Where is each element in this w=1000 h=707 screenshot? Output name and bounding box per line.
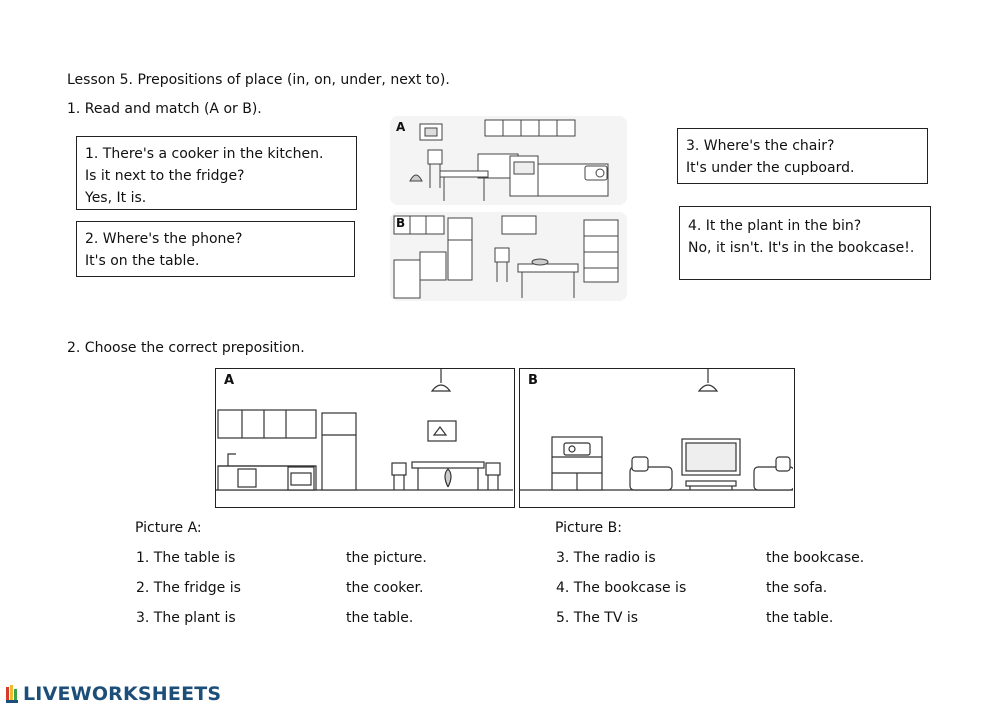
page-title: Lesson 5. Prepositions of place (in, on, under, next to).: [67, 72, 450, 88]
kitchen-b-drawing: [390, 212, 627, 301]
picture-b-item1-subject: 3. The radio is: [556, 550, 656, 566]
picture-b-item2-object: the sofa.: [766, 580, 828, 596]
box4-line2: No, it isn't. It's in the bookcase!.: [688, 240, 915, 256]
scene-a: [215, 368, 515, 508]
picture-b-label: Picture B:: [555, 520, 622, 536]
box4-line1: 4. It the plant in the bin?: [688, 218, 862, 234]
liveworksheets-logo-icon: [6, 685, 22, 703]
exercise2-heading: 2. Choose the correct preposition.: [67, 340, 305, 356]
match-box-3: [677, 128, 928, 184]
picture-a-item1-object: the picture.: [346, 550, 427, 566]
picture-b-item3-object: the table.: [766, 610, 834, 626]
picture-b-item2-subject: 4. The bookcase is: [556, 580, 687, 596]
photo-label-b: B: [396, 216, 406, 230]
picture-a-item3-subject: 3. The plant is: [136, 610, 236, 626]
picture-b-item3-subject: 5. The TV is: [556, 610, 639, 626]
liveworksheets-brand: LIVEWORKSHEETS: [23, 683, 222, 705]
match-box-4: [679, 206, 931, 280]
box1-line2: Is it next to the fridge?: [85, 168, 245, 184]
match-box-2: [76, 221, 355, 277]
kitchen-photo-b: [390, 212, 627, 301]
liveworksheets-logo: [6, 684, 221, 704]
match-box-1: [76, 136, 357, 210]
scene-label-b: B: [528, 373, 538, 388]
box2-line1: 2. Where's the phone?: [85, 231, 243, 247]
box3-line1: 3. Where's the chair?: [686, 138, 835, 154]
box3-line2: It's under the cupboard.: [686, 160, 855, 176]
scene-b-drawing: [520, 369, 793, 506]
box1-line1: 1. There's a cooker in the kitchen.: [85, 146, 324, 162]
picture-a-item2-subject: 2. The fridge is: [136, 580, 241, 596]
picture-a-label: Picture A:: [135, 520, 202, 536]
photo-label-a: A: [396, 120, 406, 134]
exercise1-heading: 1. Read and match (A or B).: [67, 101, 262, 117]
scene-b: [519, 368, 795, 508]
scene-a-drawing: [216, 369, 513, 506]
box2-line2: It's on the table.: [85, 253, 200, 269]
kitchen-a-drawing: [390, 116, 627, 205]
scene-label-a: A: [224, 373, 235, 388]
kitchen-photo-a: [390, 116, 627, 205]
box1-line3: Yes, It is.: [85, 190, 147, 206]
picture-a-item1-subject: 1. The table is: [136, 550, 236, 566]
picture-a-item3-object: the table.: [346, 610, 414, 626]
picture-b-item1-object: the bookcase.: [766, 550, 865, 566]
picture-a-item2-object: the cooker.: [346, 580, 424, 596]
